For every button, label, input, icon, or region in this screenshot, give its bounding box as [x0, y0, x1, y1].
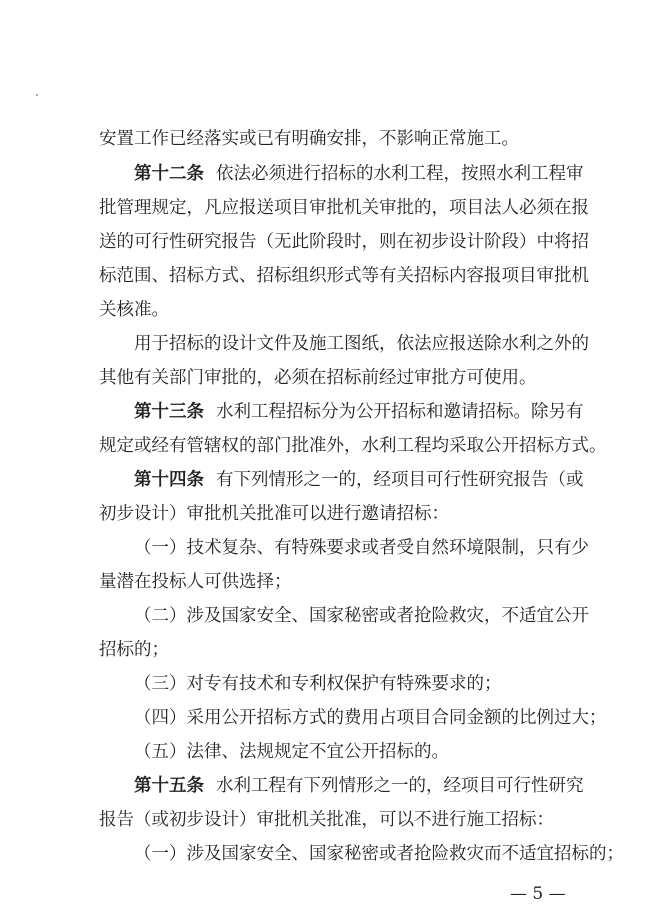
article-12-heading-line — [134, 162, 584, 186]
text-line — [99, 298, 169, 322]
text-line — [99, 638, 169, 662]
text-span: 水利工程有下列情形之一的，经项目可行性研究 — [216, 776, 584, 796]
text-line — [99, 570, 292, 594]
text-span: 初步设计）审批机关批准可以进行邀请招标： — [99, 504, 449, 524]
article-label: 第十四条 — [134, 470, 204, 490]
list-item — [134, 672, 502, 696]
text-span: 用于招标的设计文件及施工图纸，依法应报送除水利之外的 — [134, 334, 589, 354]
text-span: （四）采用公开招标方式的费用占项目合同金额的比例过大； — [134, 708, 607, 728]
article-15-heading-line — [134, 774, 584, 798]
text-span: 送的可行性研究报告（无此阶段时，则在初步设计阶段）中将招 — [99, 232, 589, 252]
text-line — [99, 366, 537, 390]
text-line — [99, 127, 519, 151]
article-14-heading-line — [134, 468, 584, 492]
text-span: 有下列情形之一的，经项目可行性研究报告（或 — [216, 470, 584, 490]
text-span: 其他有关部门审批的，必须在招标前经过审批方可使用。 — [99, 368, 537, 388]
list-item — [134, 740, 449, 764]
article-label: 第十三条 — [134, 402, 204, 422]
text-line — [99, 196, 589, 220]
text-line — [99, 502, 449, 526]
text-line — [99, 434, 607, 458]
text-line — [99, 264, 589, 288]
list-item — [134, 842, 624, 866]
text-span: （二）涉及国家安全、国家秘密或者抢险救灾，不适宜公开 — [134, 606, 589, 626]
text-span: 关核准。 — [99, 300, 169, 320]
text-span: （五）法律、法规规定不宜公开招标的。 — [134, 742, 449, 762]
text-span: 依法必须进行招标的水利工程，按照水利工程审 — [216, 164, 584, 184]
scan-speck — [36, 94, 38, 96]
text-span: 标范围、招标方式、招标组织形式等有关招标内容报项目审批机 — [99, 266, 589, 286]
text-span: （一）技术复杂、有特殊要求或者受自然环境限制，只有少 — [134, 538, 589, 558]
list-item — [134, 536, 589, 560]
text-span: 水利工程招标分为公开招标和邀请招标。除另有 — [216, 402, 584, 422]
text-span: 招标的； — [99, 640, 169, 660]
text-span: 规定或经有管辖权的部门批准外，水利工程均采取公开招标方式。 — [99, 436, 607, 456]
article-13-heading-line — [134, 400, 584, 424]
text-span: （三）对专有技术和专利权保护有特殊要求的； — [134, 674, 502, 694]
list-item — [134, 604, 589, 628]
text-span: 报告（或初步设计）审批机关批准，可以不进行施工招标： — [99, 810, 554, 830]
text-span: （一）涉及国家安全、国家秘密或者抢险救灾而不适宜招标的； — [134, 844, 624, 864]
page-number: — 5 — — [510, 884, 566, 904]
article-label: 第十五条 — [134, 776, 204, 796]
text-span: 批管理规定，凡应报送项目审批机关审批的，项目法人必须在报 — [99, 198, 589, 218]
text-span: 安置工作已经落实或已有明确安排，不影响正常施工。 — [99, 129, 519, 149]
text-span: 量潜在投标人可供选择； — [99, 572, 292, 592]
text-line — [99, 808, 554, 832]
list-item — [134, 706, 607, 730]
article-label: 第十二条 — [134, 164, 204, 184]
text-line — [99, 230, 589, 254]
text-line — [134, 332, 589, 356]
